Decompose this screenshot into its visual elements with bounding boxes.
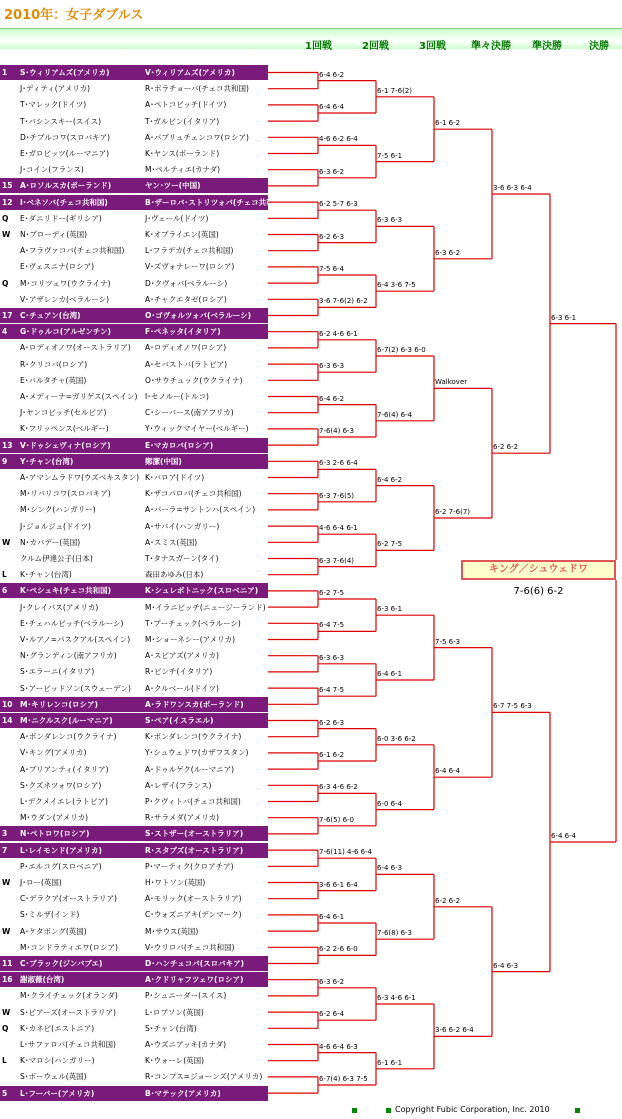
- player-a[interactable]: A･ロディオノワ(オーストラリア): [20, 343, 131, 353]
- player-a[interactable]: K･マロシ(ハンガリー): [20, 1056, 95, 1066]
- player-a[interactable]: A･アマンムラドワ(ウズベキスタン): [20, 473, 140, 482]
- score-r1: 6-2 2-6 6-0: [319, 945, 358, 954]
- player-b[interactable]: A･レザイ(フランス): [145, 780, 212, 790]
- player-b[interactable]: S･ペア(イスラエル): [145, 716, 214, 725]
- player-a[interactable]: C･ブラック(ジンバブエ): [20, 959, 103, 968]
- player-b[interactable]: L･ロブソン(英国): [145, 1007, 204, 1017]
- score-r1: 6-4 6-1: [319, 913, 345, 921]
- player-a[interactable]: C･チュアン(台湾): [20, 311, 81, 320]
- score-r1: 7-6(4) 6-3: [319, 427, 355, 435]
- player-b[interactable]: R･スタブズ(オーストラリア): [145, 845, 244, 855]
- score-r3: 6-4 6-4: [435, 767, 461, 776]
- score-r2: 6-0 6-4: [377, 799, 403, 808]
- score-r1: 6-3 6-3: [319, 362, 345, 371]
- footer-bullet-icon: [352, 1108, 357, 1113]
- player-b[interactable]: O･ゴヴォルツォバ(ベラルーシ): [145, 311, 252, 320]
- player-b[interactable]: K･ヤンス(ポーランド): [145, 149, 220, 158]
- score-r2: 6-2 7-5: [377, 540, 403, 549]
- player-b[interactable]: S･ストザー(オーストラリア): [145, 829, 244, 839]
- player-b[interactable]: A･ウズニアッキ(カナダ): [145, 1040, 227, 1049]
- entry-seed-mark: Q: [2, 1023, 9, 1033]
- score-r1: 6-7(4) 6-3 7-5: [319, 1075, 368, 1083]
- player-b[interactable]: R･サラメダ(アメリカ): [145, 813, 220, 823]
- player-a[interactable]: A･ボンダレンコ(ウクライナ): [20, 732, 117, 742]
- score-r3: 6-3 6-2: [435, 248, 461, 257]
- player-b[interactable]: L･フラデカ(チェコ共和国): [145, 246, 234, 256]
- player-a[interactable]: K･ペシュキ(チェコ共和国): [20, 586, 112, 596]
- player-a[interactable]: A･ケタボング(英国): [20, 926, 87, 936]
- score-r1: 6-2 6-3: [319, 232, 345, 241]
- score-r1: 6-2 7-5: [319, 589, 345, 597]
- score-r1: 6-4 6-2: [319, 70, 345, 79]
- player-b[interactable]: M･イラニビッチ(ニュージーランド): [145, 602, 266, 612]
- player-b[interactable]: A･クルベール(ドイツ): [145, 683, 219, 693]
- player-b[interactable]: J･ヴェール(ドイツ): [145, 213, 209, 223]
- player-a[interactable]: E･ダニリドー(ギリシア): [20, 213, 102, 223]
- score-r1: 7-5 6-4: [319, 265, 345, 273]
- entry-seed-mark: 3: [2, 829, 8, 839]
- score-r1: 6-3 7-6(5): [319, 491, 355, 500]
- player-a[interactable]: M･コンドラティエワ(ロシア): [20, 942, 118, 952]
- player-a[interactable]: S･ボーウェル(英国): [20, 1072, 87, 1082]
- player-a[interactable]: P･エルコグ(スロベニア): [20, 861, 102, 871]
- player-a[interactable]: M･コリツェワ(ウクライナ): [20, 278, 111, 288]
- score-r2: 6-3 4-6 6-1: [377, 994, 416, 1002]
- score-r2: 6-7(2) 6-3 6-0: [377, 346, 426, 354]
- player-b[interactable]: B･ザーロバ･ストリツォバ(チェコ共和国): [145, 197, 285, 207]
- score-r1: 6-3 6-3: [319, 653, 345, 662]
- player-a[interactable]: E･バルタチャ(英国): [20, 375, 87, 385]
- player-b[interactable]: O･サウチュック(ウクライナ): [145, 375, 243, 385]
- score-r3: 6-2 6-2: [435, 896, 461, 905]
- player-b[interactable]: 鄭潔(中国): [145, 456, 182, 466]
- player-a[interactable]: N･ペトロワ(ロシア): [20, 829, 90, 839]
- player-a[interactable]: T･マレック(ドイツ): [20, 100, 87, 110]
- player-a[interactable]: R･クリコバ(ロシア): [20, 359, 88, 369]
- entry-seed-mark: Q: [2, 278, 9, 288]
- round-header-final: 決勝: [589, 41, 609, 52]
- player-a[interactable]: A･メディーナ=ガリゲス(スペイン): [20, 392, 138, 401]
- score-r1: 4-6 6-2 6-4: [319, 135, 358, 144]
- score-r2: 6-0 3-6 6-2: [377, 734, 416, 743]
- player-b[interactable]: C･ウォズニアキ(デンマーク): [145, 910, 242, 920]
- player-a[interactable]: K･フリッペンス(ベルギー): [20, 424, 109, 434]
- player-a[interactable]: J･ディティ(アメリカ): [20, 84, 91, 94]
- player-b[interactable]: A･パブリュチェンコワ(ロシア): [145, 132, 249, 142]
- entry-seed-mark: W: [2, 537, 11, 547]
- score-r1: 3-6 7-6(2) 6-2: [319, 297, 368, 306]
- player-b[interactable]: S･チャン(台湾): [145, 1023, 197, 1033]
- player-a[interactable]: N･カバデー(英国): [20, 537, 81, 547]
- player-b[interactable]: 森田あゆみ(日本): [145, 570, 204, 580]
- score-qf: 6-2 6-2: [493, 443, 519, 452]
- score-sf: 6-3 6-1: [551, 313, 577, 322]
- final-score: 7-6(6) 6-2: [513, 586, 564, 597]
- score-r1: 6-4 7-5: [319, 621, 345, 630]
- score-r2: 6-4 6-3: [377, 864, 403, 873]
- player-b[interactable]: M･ペルティエ(カナダ): [145, 165, 221, 175]
- entry-seed-mark: 10: [2, 699, 13, 709]
- player-a[interactable]: D･チブルコワ(スロバキア): [20, 132, 111, 142]
- player-b[interactable]: C･シーバース(南アフリカ): [145, 408, 234, 418]
- player-b[interactable]: R･ビンチ(イタリア): [145, 667, 213, 677]
- score-r1: 6-3 2-6 6-4: [319, 459, 358, 468]
- round-header-qf: 準々決勝: [471, 41, 511, 52]
- player-a[interactable]: L･フーバー(アメリカ): [20, 1088, 95, 1098]
- score-r2: 7-6(4) 6-4: [377, 410, 413, 419]
- round-header-sf: 準決勝: [532, 41, 562, 52]
- entry-seed-mark: 16: [2, 975, 13, 985]
- entry-seed-mark: 14: [2, 716, 13, 725]
- score-r1: 6-4 6-4: [319, 103, 345, 111]
- player-a[interactable]: A･ロソルスカ(ポーランド): [20, 181, 112, 191]
- score-r3: Walkover: [435, 378, 468, 387]
- player-a[interactable]: V･ドゥシェヴィナ(ロシア): [20, 440, 111, 450]
- player-b[interactable]: A･パーラ=サントンハ(スペイン): [145, 505, 256, 515]
- player-a[interactable]: J･ロー(英国): [20, 878, 62, 887]
- player-a[interactable]: S･ピアーズ(オーストラリア): [20, 1007, 116, 1017]
- player-b[interactable]: E･マカロバ(ロシア): [145, 440, 214, 450]
- player-b[interactable]: M･ショーネシー(アメリカ): [145, 635, 236, 644]
- player-b[interactable]: H･ワトソン(英国): [145, 878, 206, 887]
- player-b[interactable]: T･ガルビン(イタリア): [145, 116, 220, 126]
- entry-seed-mark: 12: [2, 197, 13, 207]
- player-b[interactable]: A･スピアズ(アメリカ): [145, 651, 219, 661]
- player-a[interactable]: E･ガロビッツ(ルーマニア): [20, 149, 110, 158]
- player-a[interactable]: E･チェハルビッチ(ベラルーシ): [20, 618, 124, 628]
- score-r1: 6-3 4-6 6-2: [319, 783, 358, 792]
- player-a[interactable]: M･キリレンコ(ロシア): [20, 699, 98, 709]
- player-a[interactable]: A･フラヴァコバ(チェコ共和国): [20, 246, 125, 256]
- score-r1: 6-2 5-7 6-3: [319, 200, 358, 209]
- score-sf: 6-4 6-4: [551, 832, 577, 840]
- entry-seed-mark: 4: [2, 327, 8, 337]
- score-r2: 6-3 6-3: [377, 216, 403, 225]
- player-a[interactable]: G･ドゥルコ(アルゼンチン): [20, 327, 111, 337]
- score-r2: 6-4 6-2: [377, 475, 403, 484]
- player-a[interactable]: M･クライチェック(オランダ): [20, 991, 118, 1001]
- player-b[interactable]: D･ハンチュコバ(スロバキア): [145, 959, 245, 968]
- entry-seed-mark: 7: [2, 845, 8, 855]
- player-a[interactable]: S･クズネツォワ(ロシア): [20, 780, 102, 790]
- score-r2: 6-4 3-6 7-5: [377, 281, 416, 290]
- player-b[interactable]: F･ペネッタ(イタリア): [145, 327, 221, 337]
- player-b[interactable]: P･シュニーダー(スイス): [145, 991, 227, 1001]
- entry-seed-mark: 11: [2, 959, 13, 968]
- entry-seed-mark: L: [2, 570, 7, 580]
- score-r2: 6-4 6-1: [377, 670, 403, 678]
- player-a[interactable]: クルム伊達公子(日本): [20, 554, 93, 563]
- player-b[interactable]: D･クヴォバ(ベラルーシ): [145, 278, 228, 288]
- player-a[interactable]: M･ニクルスク(ルーマニア): [20, 716, 113, 725]
- player-b[interactable]: V･ウィリアムズ(アメリカ): [145, 68, 235, 77]
- player-a[interactable]: S･アービッドソン(スウェーデン): [20, 683, 131, 693]
- round-header-1: 1回戦: [305, 41, 332, 52]
- entry-seed-mark: L: [2, 1056, 7, 1066]
- player-a[interactable]: M･リバリコワ(スロバキア): [20, 489, 111, 499]
- player-b[interactable]: T･プーチェック(ベラルーシ): [145, 618, 241, 628]
- player-b[interactable]: K･バロア(ドイツ): [145, 473, 205, 482]
- score-r1: 6-2 6-4: [319, 1010, 345, 1019]
- score-r1: 7-6(5) 6-0: [319, 815, 355, 824]
- entry-seed-mark: 13: [2, 440, 13, 450]
- player-a[interactable]: Y･チャン(台湾): [20, 456, 74, 466]
- player-b[interactable]: A･セバストバ(ラトビア): [145, 359, 228, 369]
- player-b[interactable]: K･ボンダレンコ(ウクライナ): [145, 732, 242, 742]
- player-a[interactable]: K･カネピ(エストニア): [20, 1023, 95, 1033]
- player-a[interactable]: M･ウダン(アメリカ): [20, 813, 89, 823]
- player-a[interactable]: S･ミルザ(インド): [20, 910, 80, 920]
- player-a[interactable]: S･エラーニ(イタリア): [20, 667, 95, 677]
- entry-seed-mark: W: [2, 230, 11, 239]
- player-b[interactable]: A･ドゥルゲク(ルーマニア): [145, 764, 235, 774]
- score-r2: 6-3 6-1: [377, 605, 403, 614]
- score-r1: 6-3 7-6(4): [319, 556, 355, 565]
- score-r1: 6-4 6-2: [319, 394, 345, 403]
- score-r3: 3-6 6-2 6-4: [435, 1026, 474, 1035]
- footer-bullet-icon: [386, 1108, 391, 1113]
- score-r2: 6-1 6-1: [377, 1058, 403, 1067]
- player-b[interactable]: V･ズヴォナレーワ(ロシア): [145, 262, 235, 272]
- score-r1: 3-6 6-1 6-4: [319, 880, 358, 889]
- score-r1: 6-3 6-2: [319, 167, 345, 176]
- champion-box: キング／シュウェドワ: [461, 560, 616, 580]
- entry-seed-mark: 1: [2, 68, 8, 77]
- player-a[interactable]: J･コイン(フランス): [20, 165, 84, 175]
- player-a[interactable]: L･レイモンド(アメリカ): [20, 845, 102, 855]
- score-r1: 6-3 6-2: [319, 977, 345, 986]
- score-r2: 7-6(8) 6-3: [377, 929, 413, 938]
- player-b[interactable]: A･モリック(オーストラリア): [145, 894, 242, 904]
- player-a[interactable]: M･シンク(ハンガリー): [20, 505, 96, 515]
- entry-seed-mark: 5: [2, 1088, 8, 1098]
- player-a[interactable]: C･デラクア(オーストラリア): [20, 894, 117, 904]
- entry-seed-mark: Q: [2, 213, 9, 223]
- player-a[interactable]: V･ルアノ=パスクアル(スペイン): [20, 635, 131, 644]
- round-header-3: 3回戦: [419, 41, 446, 52]
- player-b[interactable]: M･サウス(英国): [145, 926, 199, 936]
- score-qf: 6-4 6-3: [493, 961, 519, 970]
- player-a[interactable]: V･キング(アメリカ): [20, 748, 87, 758]
- player-b[interactable]: A･サバイ(ハンガリー): [145, 521, 220, 531]
- player-b[interactable]: B･マテック(アメリカ): [145, 1088, 221, 1098]
- round-header-2: 2回戦: [362, 41, 389, 52]
- entry-seed-mark: W: [2, 926, 11, 936]
- player-b[interactable]: R･コンプス=ジョーンズ(アメリカ): [145, 1072, 263, 1082]
- score-r1: 4-6 6-4 6-1: [319, 524, 358, 533]
- page-title: 2010年：女子ダブルス: [4, 8, 144, 23]
- player-a[interactable]: L･デクメイエレ(ラトビア): [20, 797, 108, 806]
- player-a[interactable]: N･ブローディ(英国): [20, 230, 88, 239]
- player-b[interactable]: ヤン･ツー(中国): [145, 181, 201, 191]
- entry-seed-mark: 9: [2, 456, 8, 466]
- player-b[interactable]: R･ボラチョーバ(チェコ共和国): [145, 84, 249, 94]
- player-b[interactable]: K･オブライエン(英国): [145, 230, 219, 239]
- footer-bullet-icon: [575, 1108, 580, 1113]
- player-b[interactable]: A･スミス(英国): [145, 537, 198, 547]
- score-r3: 6-2 7-6(7): [435, 508, 471, 516]
- player-b[interactable]: A･クドリャフツェワ(ロシア): [145, 975, 244, 985]
- score-r3: 6-1 6-2: [435, 119, 461, 128]
- copyright: Copyright Fubic Corporation, Inc. 2010: [395, 1105, 550, 1114]
- score-r1: 6-1 6-2: [319, 751, 345, 759]
- score-qf: 6-7 7-5 6-3: [493, 702, 532, 711]
- player-a[interactable]: J･クレイバス(アメリカ): [20, 602, 99, 612]
- entry-seed-mark: 6: [2, 586, 8, 596]
- player-b[interactable]: V･ウリロバ(チェコ共和国): [145, 942, 235, 952]
- player-a[interactable]: V･アザレンカ(ベラルーシ): [20, 294, 110, 304]
- player-b[interactable]: K･ウォーレ(英国): [145, 1056, 205, 1066]
- player-a[interactable]: S･ウィリアムズ(アメリカ): [20, 68, 110, 77]
- entry-seed-mark: 15: [2, 181, 13, 191]
- player-a[interactable]: N･グランディン(南アフリカ): [20, 651, 117, 661]
- player-b[interactable]: K･ザコパロバ(チェコ共和国): [145, 489, 242, 499]
- player-b[interactable]: Y･シュウェドワ(カザフスタン): [145, 748, 249, 758]
- player-a[interactable]: J･ジョルジュ(ドイツ): [20, 521, 91, 531]
- score-r1: 6-2 4-6 6-1: [319, 329, 358, 338]
- player-a[interactable]: K･チャン(台湾): [20, 570, 72, 580]
- player-b[interactable]: P･クヴィトバ(チェコ共和国): [145, 797, 241, 806]
- player-b[interactable]: A･チャクエタゼ(ロシア): [145, 294, 227, 304]
- player-a[interactable]: 謝淑薇(台湾): [20, 975, 65, 985]
- player-b[interactable]: K･シュレボトニック(スロベニア): [145, 586, 259, 596]
- player-b[interactable]: A･ラドワンスカ(ポーランド): [145, 699, 244, 709]
- player-b[interactable]: Y･ウィックマイヤー(ベルギー): [145, 424, 249, 434]
- score-r2: 6-1 7-6(2): [377, 86, 413, 95]
- score-r1: 7-6(11) 4-6 6-4: [319, 848, 373, 857]
- player-a[interactable]: T･バシンスキー(スイス): [20, 116, 102, 126]
- entry-seed-mark: W: [2, 878, 11, 887]
- score-r1: 6-2 6-3: [319, 718, 345, 727]
- player-a[interactable]: E･ヴェスニナ(ロシア): [20, 262, 95, 272]
- score-qf: 3-6 6-3 6-4: [493, 184, 532, 192]
- player-a[interactable]: I･ベネソバ(チェコ共和国): [20, 197, 108, 207]
- score-r1: 6-4 7-5: [319, 686, 345, 695]
- score-r3: 7-5 6-3: [435, 637, 461, 646]
- player-a[interactable]: A･ブリアンティ(イタリア): [20, 764, 109, 774]
- player-a[interactable]: L･サファロバ(チェコ共和国): [20, 1040, 116, 1049]
- player-b[interactable]: A･ペトコビッチ(ドイツ): [145, 100, 227, 110]
- player-b[interactable]: A･ロディオノワ(ロシア): [145, 343, 227, 353]
- entry-seed-mark: 17: [2, 311, 13, 320]
- player-b[interactable]: P･マーティク(クロアチア): [145, 861, 234, 871]
- score-r2: 7-5 6-1: [377, 151, 403, 160]
- player-a[interactable]: J･ヤンコビッチ(セルビア): [20, 408, 107, 418]
- entry-seed-mark: W: [2, 1007, 11, 1017]
- player-b[interactable]: I･セノルー(トルコ): [145, 392, 209, 401]
- score-r1: 4-6 6-4 6-3: [319, 1042, 358, 1051]
- player-b[interactable]: T･タナスガーン(タイ): [145, 554, 219, 563]
